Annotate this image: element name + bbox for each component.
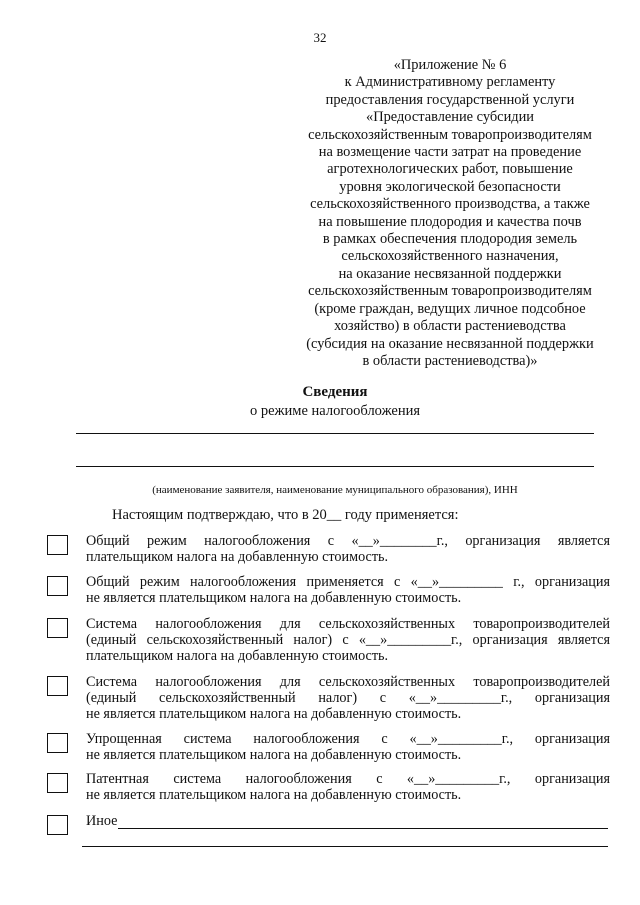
option-line: не является плательщиком налога на добавленную стоимость. <box>86 590 462 606</box>
appendix-line: сельскохозяйственным товаропроизводителям <box>308 283 592 300</box>
appendix-line: сельскохозяйственным товаропроизводителям <box>308 126 592 143</box>
appendix-line: на возмещение части затрат на проведение <box>318 144 582 161</box>
appendix-line: сельскохозяйственного назначения, <box>341 248 559 265</box>
option-checkbox-other[interactable] <box>47 815 68 835</box>
confirm-statement: Настоящим подтверждаю, что в 20__ году применяется: <box>112 507 459 523</box>
option-checkbox-patent[interactable] <box>47 773 68 793</box>
appendix-line: на оказание несвязанной поддержки <box>338 265 562 282</box>
option-checkbox-simplified[interactable] <box>47 733 68 753</box>
option-general-vat <box>86 533 610 565</box>
appendix-line: «Приложение № 6 <box>393 57 507 73</box>
option-line: Общий режим налогообложения применяется с «__»_________ г., организация <box>86 574 610 590</box>
appendix-line: сельскохозяйственного производства, а также <box>310 196 590 213</box>
option-checkbox-general-vat[interactable] <box>47 535 68 555</box>
document-title: Сведения <box>302 384 368 400</box>
option-line: Общий режим налогообложения с «__»________г., организация является <box>86 533 610 549</box>
appendix-line: агротехнологических работ, повышение <box>327 161 573 178</box>
option-checkbox-general-no-vat[interactable] <box>47 576 68 596</box>
document-subtitle: о режиме налогообложения <box>249 403 421 419</box>
option-line: Упрощенная система налогообложения с «__»_________г., организация <box>86 731 610 747</box>
appendix-line: (субсидия на оказание несвязанной поддержки <box>306 335 594 352</box>
appendix-header <box>290 57 610 370</box>
appendix-line: «Предоставление субсидии <box>366 109 534 126</box>
appendix-line: (кроме граждан, ведущих личное подсобное <box>314 300 586 317</box>
appendix-line: предоставления государственной услуги <box>325 91 575 108</box>
option-line: Система налогообложения для сельскохозяйственных товаропроизводителей <box>86 674 610 690</box>
page-number: 32 <box>313 30 327 45</box>
applicant-caption: (наименование заявителя, наименование муниципального образования), ИНН <box>152 484 518 496</box>
option-line: Патентная система налогообложения с «__»_________г., организация <box>86 771 610 787</box>
applicant-line-2[interactable] <box>76 466 594 467</box>
option-line: плательщиком налога на добавленную стоимость. <box>86 648 389 664</box>
option-simplified <box>86 731 610 763</box>
option-general-no-vat <box>86 574 610 606</box>
option-line: Система налогообложения для сельскохозяйственных товаропроизводителей <box>86 616 610 632</box>
option-checkbox-esn-no-vat[interactable] <box>47 676 68 696</box>
option-esn-no-vat <box>86 674 610 722</box>
option-line: не является плательщиком налога на добавленную стоимость. <box>86 747 462 763</box>
option-checkbox-esn-vat[interactable] <box>47 618 68 638</box>
appendix-line: в рамках обеспечения плодородия земель <box>322 231 578 248</box>
option-line: не является плательщиком налога на добавленную стоимость. <box>86 706 462 722</box>
option-other-label: Иное <box>86 813 118 829</box>
option-line: (единый сельскохозяйственный налог) с «__»_________г., организация <box>86 690 610 706</box>
appendix-line: хозяйство) в области растениеводства <box>334 318 566 335</box>
option-esn-vat <box>86 616 610 664</box>
appendix-line: к Административному регламенту <box>344 74 556 91</box>
option-patent <box>86 771 610 803</box>
appendix-line: на повышение плодородия и качества почв <box>318 213 582 230</box>
appendix-line: уровня экологической безопасности <box>339 178 561 195</box>
applicant-line-1[interactable] <box>76 433 594 434</box>
other-input-line[interactable] <box>118 828 608 829</box>
other-input-line-2[interactable] <box>82 846 608 847</box>
option-line: (единый сельскохозяйственный налог) с «__»_________г., организация является <box>86 632 610 648</box>
option-line: не является плательщиком налога на добавленную стоимость. <box>86 787 462 803</box>
option-line: плательщиком налога на добавленную стоимость. <box>86 549 389 565</box>
appendix-line: в области растениеводства)» <box>362 352 538 369</box>
